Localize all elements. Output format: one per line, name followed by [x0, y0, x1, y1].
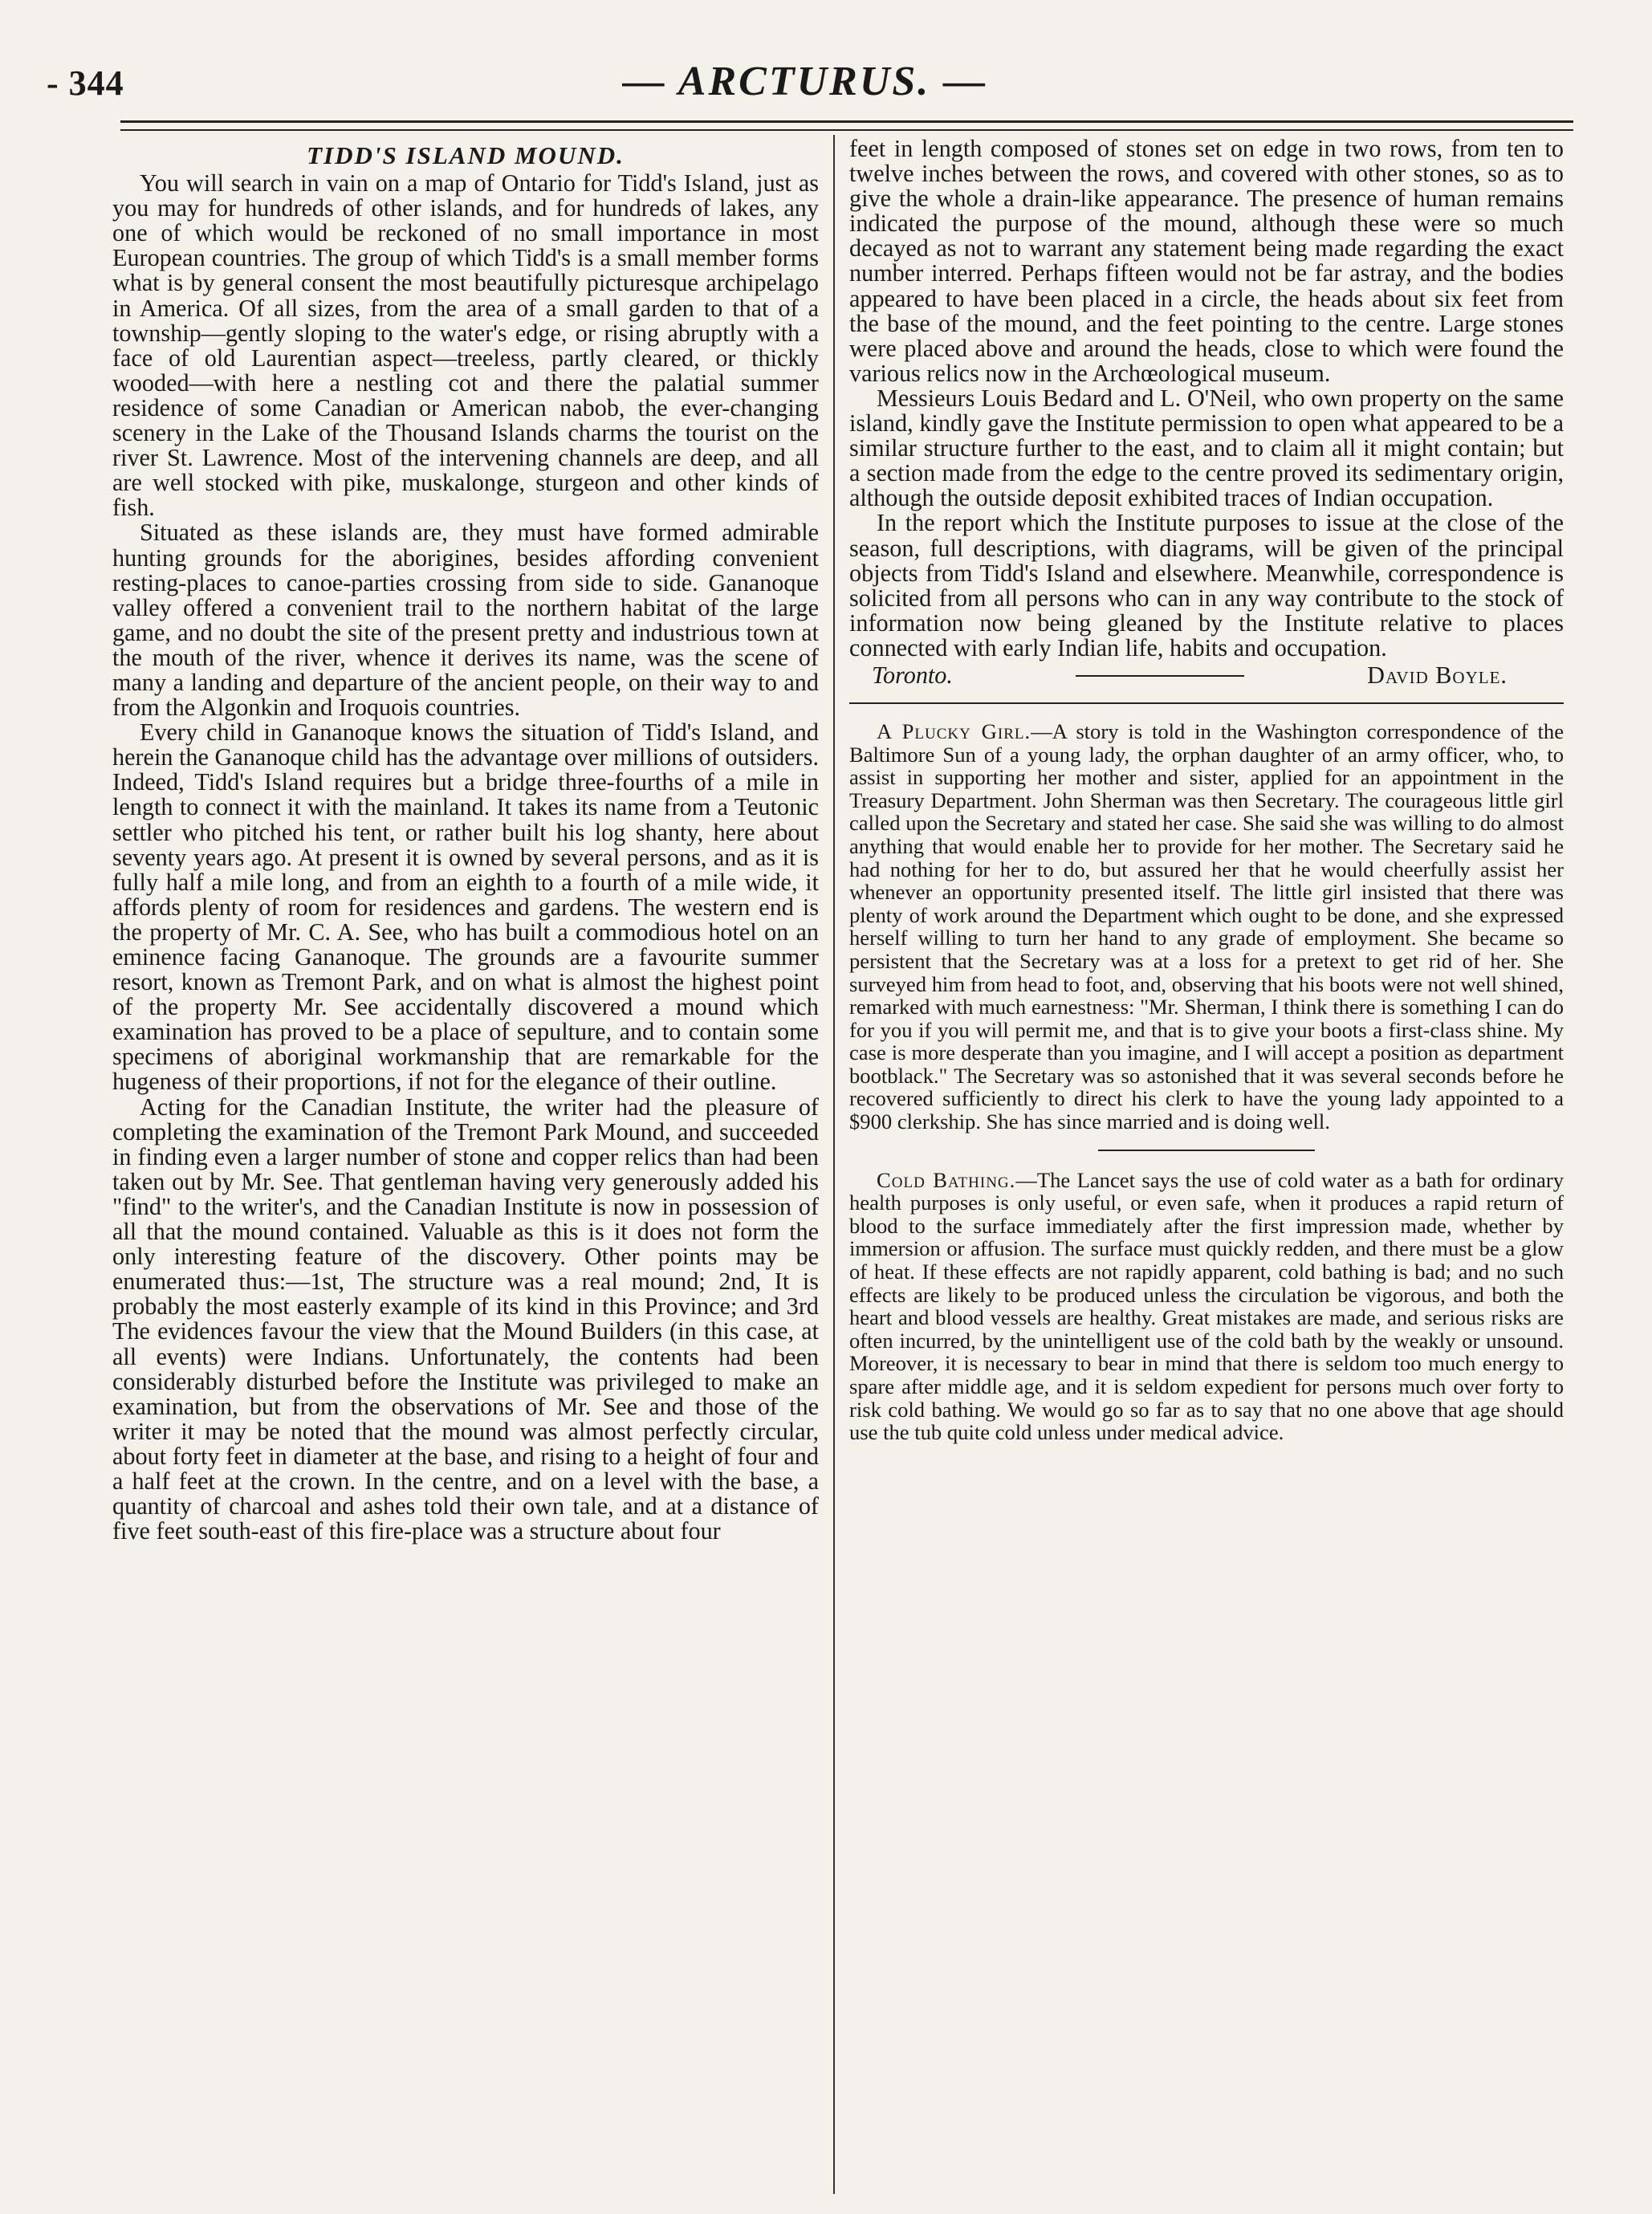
signature-rule	[1076, 675, 1244, 677]
column-divider	[833, 135, 835, 2194]
paragraph: feet in length composed of stones set on edge in two rows, from ten to twelve inches between the rows, and covered with other stones, so as to give the whole a drain-like appearance. The presence of human remains indicated the purpose of the mound, although these were so much decayed as not to warrant any statement being made regarding the exact number interred. Perhaps fifteen would not be far astray, and the bodies appeared to have been placed in a circle, the heads about six feet from the base of the mound, and the feet pointing to the centre. Large stones were placed above and around the heads, close to which were found the various relics now in the Archœological museum.	[849, 135, 1564, 387]
article-separator	[849, 702, 1564, 704]
paragraph	[849, 1169, 1564, 1444]
paragraph: You will search in vain on a map of Ontario for Tidd's Island, just as you may for hundreds of other islands, and for hundreds of lakes, any one of which would be reckoned of no small importance in most European countries. The group of which Tidd's is a small member forms what is by general consent the most beautifully picturesque archipelago in America. Of all sizes, from the area of a small garden to that of a township—gently sloping to the water's edge, or rising abruptly with a face of old Laurentian aspect—treeless, partly cleared, or thickly wooded—with here a nestling cot and there the palatial summer residence of some Canadian or American nabob, the ever-changing scenery in the Lake of the Thousand Islands charms the tourist on the river St. Lawrence. Most of the intervening channels are deep, and all are well stocked with pike, muskalonge, sturgeon and other kinds of fish.	[112, 169, 819, 522]
article-title: TIDD'S ISLAND MOUND.	[307, 141, 625, 169]
author-name: David Boyle.	[1367, 661, 1508, 690]
paragraph: Situated as these islands are, they must have formed admirable hunting grounds for the aborigines, besides affording convenient resting-places to canoe-parties crossing from side to side. Gananoque valley offered a convenient trail to the northern habitat of the large game, and no doubt the site of the present pretty and industrious town at the mouth of the river, whence it derives its name, was the scene of many a landing and departure of the ancient people, on their way to and from the Algonkin and Iroquois countries.	[112, 519, 819, 722]
page-number: - 344	[47, 63, 124, 103]
page-header	[47, 58, 1564, 114]
article-lead: A Plucky Girl.	[877, 718, 1031, 743]
header-rule	[120, 120, 1573, 131]
paragraph: In the report which the Institute purposes to issue at the close of the season, full descriptions, with diagrams, will be given of the principal objects from Tidd's Island and elsewhere. Meanwhile, correspondence is solicited from all persons who can in any way contribute to the stock of information now being gleaned by the Institute relative to places connected with early Indian life, habits and occupation.	[849, 509, 1564, 661]
signature-row	[849, 662, 1564, 690]
article-separator	[1098, 1150, 1315, 1151]
article-text: —A story is told in the Washington correspondence of the Baltimore Sun of a young lady, the orphan daughter of an army officer, who, to assist in supporting her mother and sister, applied for an appointment in the Treasury Department. John Sherman was then Secretary. The courageous little girl called upon the Secretary and stated her case. She said she was willing to do almost anything that would enable her to provide for her mother. The Secretary said he had nothing for her to do, but assured her that he would cheerfully assist her whenever an opportunity presented itself. The little girl insisted that there was plenty of work around the Department which ought to be done, and she expressed herself willing to turn her hand to any grade of employment. She became so persistent that the Secretary was at a loss for a pretext to get rid of her. She surveyed him from head to foot, and, observing that his boots were not well shined, remarked with much earnestness: "Mr. Sherman, I think there is something I can do for you if you will permit me, and that is to give your boots a first-class shine. My case is more desperate than you imagine, and I will accept a position as department bootblack." The Secretary was so astonished that it was several seconds before he recovered sufficiently to direct his clerk to have the young lady appointed to a $900 clerkship. She has since married and is doing well.	[849, 718, 1565, 1134]
paragraph: Every child in Gananoque knows the situation of Tidd's Island, and herein the Gananoque child has the advantage over millions of outsiders. Indeed, Tidd's Island requires but a bridge three-fourths of a mile in length to connect it with the mainland. It takes its name from a Teutonic settler who pitched his tent, or rather built his log shanty, here about seventy years ago. At present it is owned by several persons, and as it is fully half a mile long, and from an eighth to a fourth of a mile wide, it affords plenty of room for residences and gardens. The western end is the property of Mr. C. A. See, who has built a commodious hotel on an eminence facing Gananoque. The grounds are a favourite summer resort, known as Tremont Park, and on what is almost the highest point of the property Mr. See accidentally discovered a mound which examination has proved to be a place of sepulture, and to contain some specimens of aboriginal workmanship that are remarkable for the hugeness of their proportions, if not for the elegance of their outline.	[112, 718, 819, 1096]
article-lead: Cold Bathing.	[877, 1167, 1016, 1192]
article-text: —The Lancet says the use of cold water as a bath for ordinary health purposes is only useful, or even safe, when it produces a rapid return of blood to the surface immediately after the first impression made, whether by immersion or affusion. The surface must quickly redden, and there must be a glow of heat. If these effects are not rapidly apparent, cold bathing is bad; and no such effects are likely to be produced unless the circulation be vigorous, and both the heart and blood vessels are healthy. Great mistakes are made, and serious risks are often incurred, by the unintelligent use of the cold bath by the weakly or unsound. Moreover, it is necessary to bear in mind that there is seldom too much energy to spare after middle age, and it is seldom expedient for persons much over forty to risk cold bathing. We would go so far as to say that no one above that age should use the tub quite cold unless under medical advice.	[849, 1167, 1564, 1445]
paragraph	[849, 720, 1564, 1133]
right-column	[849, 136, 1564, 1444]
signature-place: Toronto.	[872, 661, 953, 690]
paragraph: Acting for the Canadian Institute, the writer had the pleasure of completing the examination of the Tremont Park Mound, and succeeded in finding even a larger number of stone and copper relics than had been taken out by Mr. See. That gentleman having very generously added his "find" to the writer's, and the Canadian Institute is now in possession of all that the mound contained. Valuable as this is it does not form the only interesting feature of the discovery. Other points may be enumerated thus:—1st, The structure was a real mound; 2nd, It is probably the most easterly example of its kind in this Province; and 3rd The evidences favour the view that the Mound Builders (in this case, at all events) were Indians. Unfortunately, the contents had been considerably disturbed before the Institute was privileged to make an examination, but from the observations of Mr. See and those of the writer it may be noted that the mound was almost perfectly circular, about forty feet in diameter at the base, and rising to a height of four and a half feet at the crown. In the centre, and on a level with the base, a quantity of charcoal and ashes told their own tale, and at a distance of five feet south-east of this fire-place was a structure about four	[112, 1093, 819, 1545]
running-title: — ARCTURUS. —	[622, 59, 988, 104]
left-column	[112, 136, 819, 1544]
paragraph: Messieurs Louis Bedard and L. O'Neil, who own property on the same island, kindly gave the Institute permission to open what appeared to be a similar structure further to the east, and to claim all it might contain; but a section made from the edge to the centre proved its sedimentary origin, although the outside deposit exhibited traces of Indian occupation.	[849, 384, 1564, 512]
